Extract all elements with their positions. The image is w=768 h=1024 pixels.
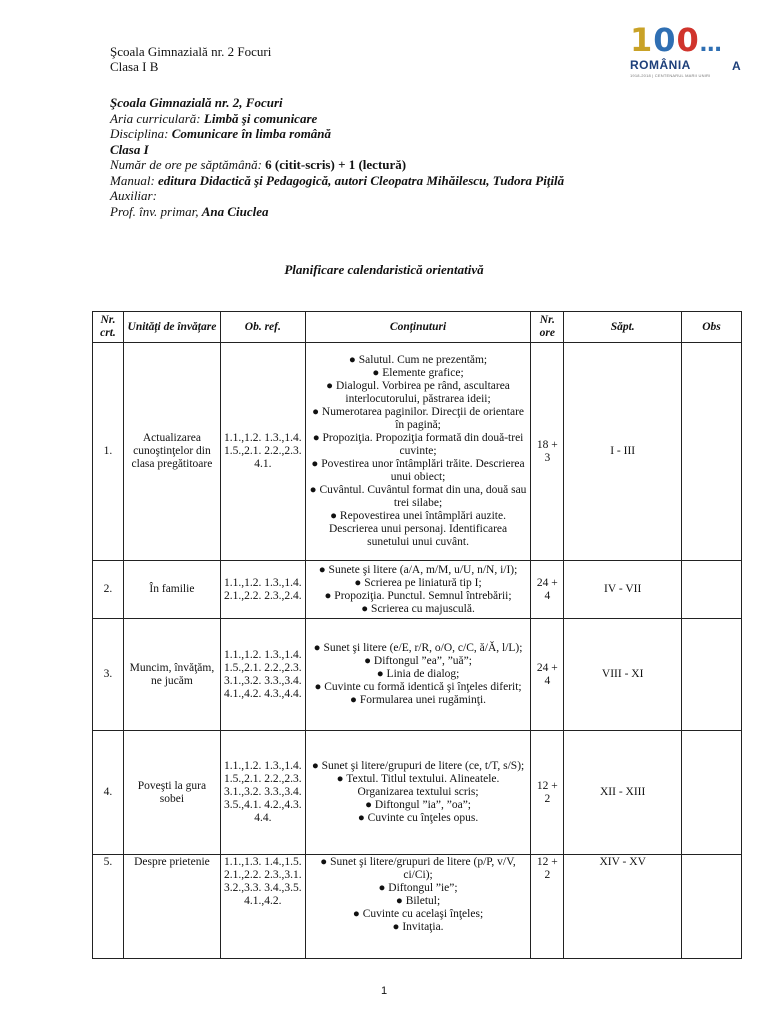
content-item: ● Sunete şi litere (a/A, m/M, u/U, n/N, i/I); (318, 563, 518, 576)
col-header-hours: Nr. ore (531, 312, 564, 343)
table-header-row (93, 312, 742, 343)
col-header-unit: Unități de învățare (123, 312, 220, 343)
cell-obref: 1.1.,1.2. 1.3.,1.4. 1.5.,2.1. 2.2.,2.3. 3.1.,3.2. 3.3.,3.4. 4.1.,4.2. 4.3.,4.4. (220, 619, 305, 731)
col-header-week: Săpt. (564, 312, 682, 343)
cell-content (305, 561, 531, 619)
cell-obref: 1.1.,1.3. 1.4.,1.5. 2.1.,2.2. 2.3.,3.1. 3.2.,3.3. 3.4.,3.5. 4.1.,4.2. (220, 855, 305, 959)
content-item: ● Cuvinte cu înţeles opus. (357, 812, 479, 824)
document-header (110, 44, 271, 74)
cell-hours: 12 + 2 (531, 855, 564, 959)
info-area: Aria curriculară: Limbă şi comunicare (110, 110, 318, 126)
cell-week: I - III (564, 343, 682, 561)
table-row (93, 619, 742, 731)
content-item: ● Dialogul. Vorbirea pe rând, ascultarea interlocutorului, păstrarea ideii; (326, 380, 510, 405)
header-class-name: Clasa I B (110, 59, 159, 74)
cell-obref: 1.1.,1.2. 1.3.,1.4. 1.5.,2.1. 2.2.,2.3. 3.1.,3.2. 3.3.,3.4. 3.5.,4.1. 4.2.,4.3. 4.4. (220, 731, 305, 855)
table-row (93, 343, 742, 561)
info-school: Şcoala Gimnazială nr. 2, Focuri (110, 95, 283, 110)
content-item: ● Textul. Titlul textului. Alineatele. Organizarea textului scris; (336, 773, 500, 798)
content-item: ● Numerotarea paginilor. Direcţii de orientare în pagină; (312, 406, 525, 431)
document-title: Planificare calendaristică orientativă (284, 262, 484, 277)
cell-week: XIV - XV (564, 855, 682, 959)
content-item: ● Scrierea cu majusculă. (361, 602, 475, 615)
content-item: ● Cuvinte cu formă identică şi înţeles diferit; (314, 681, 522, 693)
page-number: 1 (380, 985, 388, 997)
col-header-nr: Nr. crt. (93, 312, 124, 343)
cell-unit: Despre prietenie (123, 855, 220, 959)
cell-nr: 5. (93, 855, 124, 959)
content-item: ● Linia de dialog; (376, 668, 460, 680)
table-row (93, 731, 742, 855)
cell-obs (682, 619, 742, 731)
cell-obs (682, 731, 742, 855)
cell-unit: În familie (123, 561, 220, 619)
content-item: ● Sunet şi litere/grupuri de litere (p/P, v/V, ci/Ci); (320, 856, 516, 881)
romania-centenary-logo (626, 22, 746, 82)
logo-subtext: 1918-2018 | CENTENARUL MARII UNIRI (630, 73, 711, 78)
content-item: ● Cuvântul. Cuvântul format din una, două sau trei silabe; (309, 484, 527, 509)
content-item: ● Diftongul ”ia”, ”oa”; (365, 799, 471, 811)
cell-week: IV - VII (564, 561, 682, 619)
info-manual: Manual: editura Didactică şi Pedagogică, autori Cleopatra Mihăilescu, Tudora Piţilă (110, 172, 565, 188)
cell-nr: 2. (93, 561, 124, 619)
cell-content (305, 855, 531, 959)
cell-nr: 1. (93, 343, 124, 561)
header-school-name: Şcoala Gimnazială nr. 2 Focuri (110, 44, 272, 59)
info-auxiliary: Auxiliar: (110, 188, 157, 203)
col-header-obref: Ob. ref. (220, 312, 305, 343)
content-item: ● Povestirea unor întâmplări trăite. Descrierea unui obiect; (311, 458, 525, 483)
cell-content (305, 343, 531, 561)
content-item: ● Sunet şi litere (e/E, r/R, o/O, c/C, ă/Ă, l/L); (313, 642, 523, 654)
cell-unit: Muncim, învăţăm, ne jucăm (123, 619, 220, 731)
info-teacher: Prof. înv. primar, Ana Ciuclea (110, 203, 269, 219)
cell-obs (682, 561, 742, 619)
cell-unit: Actualizarea cunoştinţelor din clasa pregătitoare (123, 343, 220, 561)
content-item: ● Propoziţia. Propoziţia formată din două-trei cuvinte; (312, 432, 524, 457)
cell-obref: 1.1.,1.2. 1.3.,1.4. 1.5.,2.1. 2.2.,2.3. 4.1. (220, 343, 305, 561)
cell-hours: 24 + 4 (531, 619, 564, 731)
cell-unit: Poveşti la gura sobei (123, 731, 220, 855)
table-row (93, 855, 742, 959)
cell-nr: 3. (93, 619, 124, 731)
content-item: ● Elemente grafice; (372, 367, 464, 379)
content-item: ● Formularea unei rugăminţi. (350, 694, 487, 706)
content-item: ● Repovestirea unei întâmplări auzite. Descrierea unui personaj. Identificarea sunetului unui cuvânt. (328, 510, 508, 548)
info-class: Clasa I (110, 141, 149, 157)
col-header-content: Conținuturi (305, 312, 531, 343)
cell-obref: 1.1.,1.2. 1.3.,1.4. 2.1.,2.2. 2.3.,2.4. (220, 561, 305, 619)
logo-edge-text: A (732, 59, 741, 73)
cell-hours: 12 + 2 (531, 731, 564, 855)
content-item: ● Salutul. Cum ne prezentăm; (348, 354, 488, 366)
logo-100-mark: 100… (630, 21, 723, 59)
cell-obs (682, 855, 742, 959)
cell-hours: 18 + 3 (531, 343, 564, 561)
cell-week: VIII - XI (564, 619, 682, 731)
planning-table (92, 311, 742, 959)
content-item: ● Diftongul ”ie”; (378, 882, 458, 894)
info-discipline: Disciplina: Comunicare în limba română (110, 126, 332, 141)
course-info (110, 95, 564, 219)
content-item: ● Biletul; (395, 895, 441, 907)
cell-obs (682, 343, 742, 561)
content-item: ● Invitaţia. (392, 921, 444, 933)
cell-nr: 4. (93, 731, 124, 855)
content-item: ● Diftongul ”ea”, ”uă”; (364, 655, 472, 667)
col-header-obs: Obs (682, 312, 742, 343)
cell-week: XII - XIII (564, 731, 682, 855)
cell-content (305, 619, 531, 731)
content-item: ● Scrierea pe liniatură tip I; (354, 576, 482, 589)
table-row (93, 561, 742, 619)
logo-romania-text: ROMÂNIA (630, 58, 691, 72)
content-item: ● Propoziţia. Punctul. Semnul întrebării; (324, 589, 512, 602)
content-item: ● Cuvinte cu acelaşi înţeles; (352, 908, 484, 920)
cell-hours: 24 + 4 (531, 561, 564, 619)
info-hours: Număr de ore pe săptămână: 6 (citit-scris) + 1 (lectură) (110, 157, 407, 172)
cell-content (305, 731, 531, 855)
content-item: ● Sunet şi litere/grupuri de litere (ce, t/T, s/S); (311, 760, 525, 772)
